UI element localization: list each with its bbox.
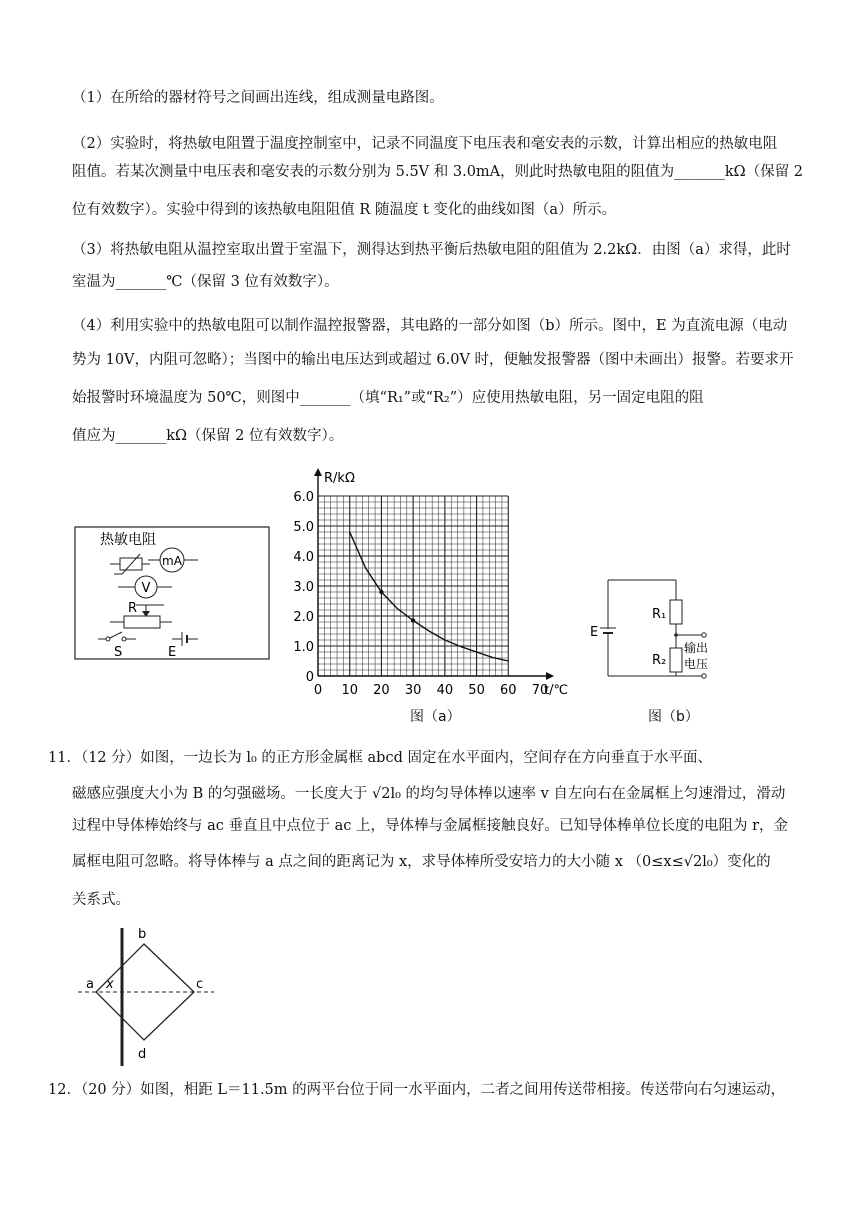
distance-x-label: x — [106, 977, 114, 992]
thermistor-label: 热敏电阻 — [100, 532, 156, 548]
source-e-label: E — [590, 625, 599, 640]
figure-b-caption: 图（b） — [648, 709, 699, 725]
q11-line2: 磁感应强度大小为 B 的匀强磁场。一长度大于 √2l₀ 的均匀导体棒以速率 v 自左向右在金属框上匀速滑过，滑动 — [72, 786, 786, 802]
x-tick-label: 70 — [531, 683, 549, 698]
x-tick-label: 0 — [313, 683, 323, 698]
milliammeter-symbol — [148, 548, 198, 572]
resistance-temperature-chart — [282, 462, 582, 702]
rheostat-symbol — [110, 601, 172, 628]
vertex-c-label: c — [196, 977, 204, 992]
alarm-circuit-figure — [584, 568, 724, 688]
q10-part1: （1）在所给的器材符号之间画出连线，组成测量电路图。 — [72, 90, 444, 106]
x-tick-label: 50 — [468, 683, 485, 698]
rheostat-label: R — [128, 601, 138, 616]
q11-line4: 属框电阻可忽略。将导体棒与 a 点之间的距离记为 x，求导体棒所受安培力的大小随 x （0≤x≤√2l₀）变化的 — [72, 854, 771, 870]
y-tick-label: 1.0 — [293, 640, 314, 655]
q10-part3-line2: 室温为_______℃（保留 3 位有效数字）。 — [72, 274, 339, 290]
data-point — [411, 618, 415, 622]
x-tick-label: 10 — [341, 683, 358, 698]
q10-part2-line2: 阻值。若某次测量中电压表和毫安表的示数分别为 5.5V 和 3.0mA，则此时热敏电阻的阻值为_______kΩ（保留 2 — [72, 164, 804, 180]
y-axis-label: R/kΩ — [324, 471, 355, 486]
output-label-1: 输出 — [684, 641, 709, 655]
q10-part4-line2: 势为 10V，内阻可忽略）；当图中的输出电压达到或超过 6.0V 时，便触发报警器（图中未画出）报警。若要求开 — [72, 352, 794, 368]
q10-part3-line1: （3）将热敏电阻从温控室取出置于室温下，测得达到热平衡后热敏电阻的阻值为 2.2kΩ．由图（a）求得，此时 — [72, 242, 791, 258]
resistance-curve — [350, 532, 509, 661]
milliammeter-label: mA — [162, 554, 182, 568]
y-tick-label: 0 — [305, 670, 314, 685]
vertex-b-label: b — [138, 927, 147, 942]
q10-part2-line1: （2）实验时，将热敏电阻置于温度控制室中，记录不同温度下电压表和毫安表的示数，计算出相应的热敏电阻 — [72, 136, 778, 152]
voltmeter-symbol — [118, 576, 172, 598]
vertex-a-label: a — [86, 977, 94, 992]
y-axis-arrow — [314, 468, 322, 476]
x-tick-label: 20 — [373, 683, 390, 698]
x-tick-label: 30 — [404, 683, 422, 698]
q10-part4-line1: （4）利用实验中的热敏电阻可以制作温控报警器，其电路的一部分如图（b）所示。图中，E 为直流电源（电动 — [72, 318, 788, 334]
equipment-symbols-figure — [74, 526, 270, 660]
figure-a-caption: 图（a） — [410, 709, 461, 725]
switch-label: S — [114, 645, 123, 660]
x-axis-label: t/℃ — [544, 683, 569, 698]
switch-symbol — [98, 632, 136, 660]
q11-line3: 过程中导体棒始终与 ac 垂直且中点位于 ac 上，导体棒与金属框接触良好。已知导体棒单位长度的电阻为 r，金 — [72, 818, 789, 834]
y-tick-label: 3.0 — [293, 580, 314, 595]
r2-label: R₂ — [652, 653, 667, 668]
x-axis-arrow — [546, 672, 554, 680]
y-tick-label: 2.0 — [293, 610, 314, 625]
r2-resistor — [670, 648, 682, 672]
battery-label: E — [168, 645, 177, 660]
battery-symbol — [168, 632, 198, 660]
y-tick-label: 6.0 — [293, 490, 314, 505]
thermistor-symbol — [110, 554, 150, 574]
power-source-symbol — [590, 625, 616, 640]
r1-label: R₁ — [652, 607, 667, 622]
q10-part4-line4: 值应为_______kΩ（保留 2 位有效数字）。 — [72, 428, 344, 444]
q11-line1: 11．（12 分）如图，一边长为 l₀ 的正方形金属框 abcd 固定在水平面内，空间存在方向垂直于水平面、 — [48, 750, 712, 766]
y-tick-label: 4.0 — [293, 550, 314, 565]
q12-line1: 12．（20 分）如图，相距 L＝11.5m 的两平台位于同一水平面内，二者之间用传送带相接。传送带向右匀速运动， — [48, 1082, 786, 1098]
data-point — [379, 590, 383, 594]
square-frame-figure — [74, 924, 224, 1070]
q10-part2-line3: 位有效数字）。实验中得到的该热敏电阻阻值 R 随温度 t 变化的曲线如图（a）所示。 — [72, 202, 617, 218]
x-tick-label: 40 — [436, 683, 454, 698]
r1-resistor — [670, 600, 682, 624]
x-tick-label: 60 — [500, 683, 517, 698]
voltmeter-label: V — [141, 581, 151, 596]
output-label-2: 电压 — [684, 657, 709, 671]
vertex-d-label: d — [138, 1047, 147, 1062]
y-tick-label: 5.0 — [293, 520, 314, 535]
q10-part4-line3: 始报警时环境温度为 50℃，则图中_______（填“R₁”或“R₂”）应使用热敏电阻，另一固定电阻的阻 — [72, 390, 704, 406]
q11-line5: 关系式。 — [72, 892, 130, 908]
